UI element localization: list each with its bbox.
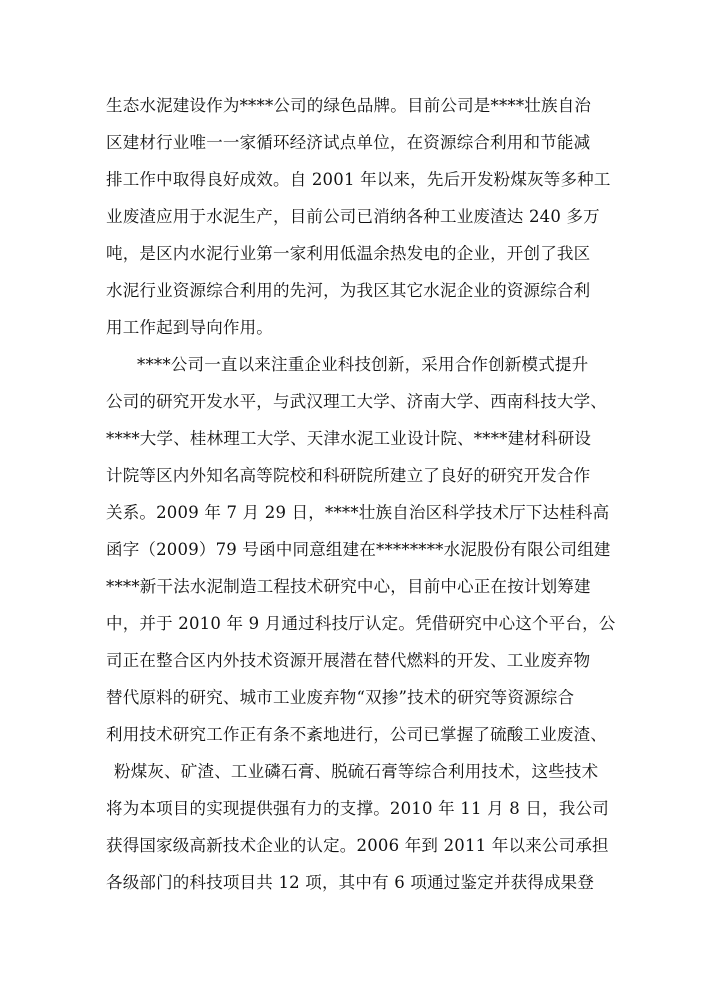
paragraph-line: 替代原料的研究、城市工业废弃物“双掺”技术的研究等资源综合 [106,688,575,707]
paragraph-line: 获得国家级高新技术企业的认定。2006 年到 2011 年以来公司承担 [106,836,609,855]
paragraph-line: 业废渣应用于水泥生产，目前公司已消纳各种工业废渣达 240 多万 [106,207,600,226]
paragraph-line: ****公司一直以来注重企业科技创新，采用合作创新模式提升 [137,355,589,374]
paragraph-line: ****大学、桂林理工大学、天津水泥工业设计院、****建材科研设 [106,429,592,448]
paragraph-line: 公司的研究开发水平，与武汉理工大学、济南大学、西南科技大学、 [106,392,607,411]
paragraph-line: ****新干法水泥制造工程技术研究中心，目前中心正在按计划筹建 [106,577,591,596]
paragraph-line: 中，并于 2010 年 9 月通过科技厅认定。凭借研究中心这个平台，公 [106,614,616,633]
paragraph-line: 区建材行业唯一一家循环经济试点单位，在资源综合利用和节能减 [106,133,591,152]
paragraph-line: 吨，是区内水泥行业第一家利用低温余热发电的企业，开创了我区 [106,244,591,263]
paragraph-line: 各级部门的科技项目共 12 项，其中有 6 项通过鉴定并获得成果登 [106,873,595,892]
paragraph-line: 司正在整合区内外技术资源开展潜在替代燃料的开发、工业废弃物 [106,651,591,670]
paragraph-line: 用工作起到导向作用。 [106,318,273,337]
paragraph-line: 排工作中取得良好成效。自 2001 年以来，先后开发粉煤灰等多种工 [106,170,611,189]
paragraph-line: 将为本项目的实现提供强有力的支撑。2010 年 11 月 8 日，我公司 [106,799,609,818]
paragraph-line: 水泥行业资源综合利用的先河，为我区其它水泥企业的资源综合利 [106,281,591,300]
paragraph-line: 利用技术研究工作正有条不紊地进行，公司已掌握了硫酸工业废渣、 [106,725,607,744]
paragraph-line: 函字（2009）79 号函中同意组建在********水泥股份有限公司组建 [106,540,611,559]
paragraph-line: 粉煤灰、矿渣、工业磷石膏、脱硫石膏等综合利用技术，这些技术 [114,762,599,781]
paragraph-line: 计院等区内外知名高等院校和科研院所建立了良好的研究开发合作 [106,466,591,485]
paragraph-line: 关系。2009 年 7 月 29 日，****壮族自治区科学技术厅下达桂科高 [106,503,610,522]
paragraph-line: 生态水泥建设作为****公司的绿色品牌。目前公司是****壮族自治 [106,96,592,115]
